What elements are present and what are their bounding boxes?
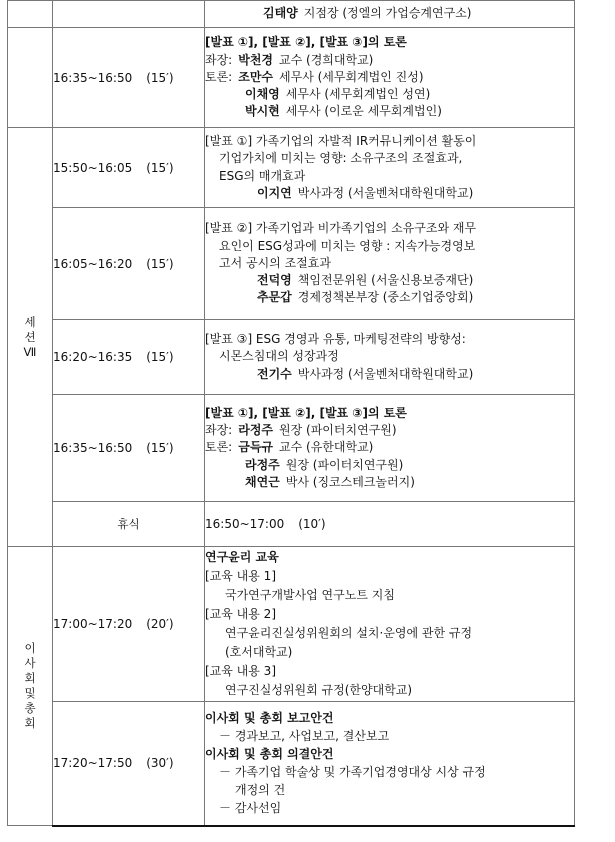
session-cell xyxy=(8,1,53,28)
session-cell xyxy=(8,28,53,128)
table-row xyxy=(8,1,575,28)
time-range: 17:20~17:50 xyxy=(53,756,133,771)
time-cell xyxy=(53,28,205,128)
presenter-affiliation: 박사과정 (서울벤처대학원대학교) xyxy=(297,366,474,381)
time-range: 16:20~16:35 xyxy=(53,350,133,364)
duration: (15′) xyxy=(146,441,174,455)
program-cell xyxy=(205,395,575,502)
table-row xyxy=(8,395,575,502)
session-label: 사 xyxy=(24,656,36,670)
duration: (20′) xyxy=(146,617,174,631)
presenter-affiliation: 박사과정 (서울벤처대학원대학교) xyxy=(297,185,474,200)
chair-affiliation: 원장 (파이터치연구원) xyxy=(279,423,397,438)
discussant-name: 라정주 xyxy=(245,457,280,472)
agenda-title: 이사회 및 총회 의결안건 xyxy=(205,747,334,762)
session-label: 회 xyxy=(24,716,36,730)
presenter-name: 전기수 xyxy=(257,366,292,381)
discussant-name: 박시현 xyxy=(245,104,280,119)
discussant-affiliation: 세무사 (세무회계법인 성연) xyxy=(285,87,431,102)
course-content: 연구진실성위원회 규정(한양대학교) xyxy=(225,683,413,697)
agenda-title: 이사회 및 총회 보고안건 xyxy=(205,711,334,726)
discussant-affiliation: 세무사 (세무회계법인 진성) xyxy=(279,69,424,84)
ethics-title: 연구윤리 교육 xyxy=(205,550,279,564)
presenter-name: 전덕영 xyxy=(257,273,292,288)
agenda-item: 개정의 건 xyxy=(235,783,286,798)
chair-name: 박천경 xyxy=(238,52,274,67)
time-range: 17:00~17:20 xyxy=(53,617,133,631)
presentation-title: ESG의 매개효과 xyxy=(219,168,306,183)
discussant-affiliation: 세무사 (이로운 세무회계법인) xyxy=(285,104,442,119)
table-row xyxy=(8,502,575,547)
presentation-title: 고서 공시의 조절효과 xyxy=(219,255,331,270)
course-label: [교육 내용 2] xyxy=(205,607,276,621)
presenter-affiliation: 경제정책본부장 (중소기업중앙회) xyxy=(297,290,474,305)
time-cell xyxy=(53,395,205,502)
presentation-title: 요인이 ESG성과에 미치는 영향 : 지속가능경영보 xyxy=(219,238,476,253)
session-label: 션 xyxy=(24,329,36,344)
agenda-item: － 감사선임 xyxy=(219,801,282,816)
time-range: 16:35~16:50 xyxy=(53,70,133,85)
program-cell xyxy=(205,547,575,702)
table-row xyxy=(8,547,575,702)
schedule-table xyxy=(7,0,575,827)
time-range: 15:50~16:05 xyxy=(53,160,133,175)
discussant-label: 토론: xyxy=(205,440,233,455)
time-cell xyxy=(53,547,205,702)
time-cell xyxy=(53,208,205,320)
table-row xyxy=(8,702,575,826)
presentation-title: [발표 ③] ESG 경영과 유통, 마케팅전략의 방향성: xyxy=(205,332,466,347)
program-cell xyxy=(205,1,575,28)
session-label: 세 xyxy=(24,314,36,329)
duration: (15′) xyxy=(146,160,174,175)
discussion-title: [발표 ①], [발표 ②], [발표 ③]의 토론 xyxy=(205,35,407,50)
program-cell xyxy=(205,208,575,320)
session-cell xyxy=(53,502,205,547)
person-name: 김태양 xyxy=(263,6,298,21)
time-cell xyxy=(53,702,205,826)
session-cell xyxy=(8,128,53,547)
presenter-name: 이지연 xyxy=(257,185,292,200)
person-affiliation: 지점장 (정엘의 가업승계연구소) xyxy=(303,6,472,21)
duration: (30′) xyxy=(146,756,174,771)
discussion-title: [발표 ①], [발표 ②], [발표 ③]의 토론 xyxy=(205,405,407,420)
table-row xyxy=(8,208,575,320)
presentation-title: 시몬스침대의 성장과정 xyxy=(219,349,339,364)
discussant-affiliation: 교수 (유한대학교) xyxy=(279,440,374,455)
session-label: Ⅶ xyxy=(23,344,37,359)
course-label: [교육 내용 1] xyxy=(205,569,276,583)
table-row xyxy=(8,128,575,208)
table-row xyxy=(8,320,575,395)
discussant-name: 채연근 xyxy=(245,474,280,489)
session-label: 휴식 xyxy=(117,516,140,531)
chair-name: 라정주 xyxy=(238,423,274,438)
presentation-title: [발표 ①] 가족기업의 자발적 IR커뮤니케이션 활동이 xyxy=(205,134,477,149)
session-label: 회 xyxy=(24,671,36,685)
time-cell xyxy=(53,128,205,208)
discussant-affiliation: 박사 (징코스테크놀러지) xyxy=(285,474,415,489)
session-cell xyxy=(8,547,53,826)
discussant-name: 이채영 xyxy=(245,87,280,102)
session-label: 이 xyxy=(24,641,36,655)
chair-label: 좌장: xyxy=(205,52,233,67)
discussant-name: 금득규 xyxy=(238,440,274,455)
course-content: (호서대학교) xyxy=(225,645,293,659)
time-range: 16:05~16:20 xyxy=(53,256,133,271)
program-cell xyxy=(205,128,575,208)
time-range: 16:50~17:00 xyxy=(205,517,285,531)
time-cell xyxy=(53,320,205,395)
duration: (15′) xyxy=(146,70,174,85)
course-label: [교육 내용 3] xyxy=(205,664,276,678)
agenda-item: － 가족기업 학술상 및 가족기업경영대상 시상 규정 xyxy=(219,765,486,780)
time-cell xyxy=(205,502,575,547)
session-label: 및 xyxy=(24,686,36,700)
course-content: 국가연구개발사업 연구노트 지침 xyxy=(225,588,395,602)
discussant-name: 조만수 xyxy=(238,69,274,84)
presentation-title: 기업가치에 미치는 영향: 소유구조의 조절효과, xyxy=(219,151,463,166)
program-cell xyxy=(205,320,575,395)
discussant-label: 토론: xyxy=(205,69,233,84)
session-label: 총 xyxy=(24,701,36,715)
table-row xyxy=(8,28,575,128)
duration: (10′) xyxy=(298,517,326,531)
time-range: 16:35~16:50 xyxy=(53,441,133,455)
time-cell xyxy=(53,1,205,28)
presenter-name: 추문갑 xyxy=(257,290,292,305)
program-cell xyxy=(205,28,575,128)
course-content: 연구윤리진실성위원회의 설치·운영에 관한 규정 xyxy=(225,626,473,640)
duration: (15′) xyxy=(146,256,174,271)
program-cell xyxy=(205,702,575,826)
presentation-title: [발표 ②] 가족기업과 비가족기업의 소유구조와 재무 xyxy=(205,221,477,236)
duration: (15′) xyxy=(146,350,174,364)
chair-label: 좌장: xyxy=(205,423,233,438)
presenter-affiliation: 책임전문위원 (서울신용보증재단) xyxy=(297,273,474,288)
chair-affiliation: 교수 (경희대학교) xyxy=(279,52,374,67)
discussant-affiliation: 원장 (파이터치연구원) xyxy=(285,457,404,472)
agenda-item: － 경과보고, 사업보고, 결산보고 xyxy=(219,729,390,744)
